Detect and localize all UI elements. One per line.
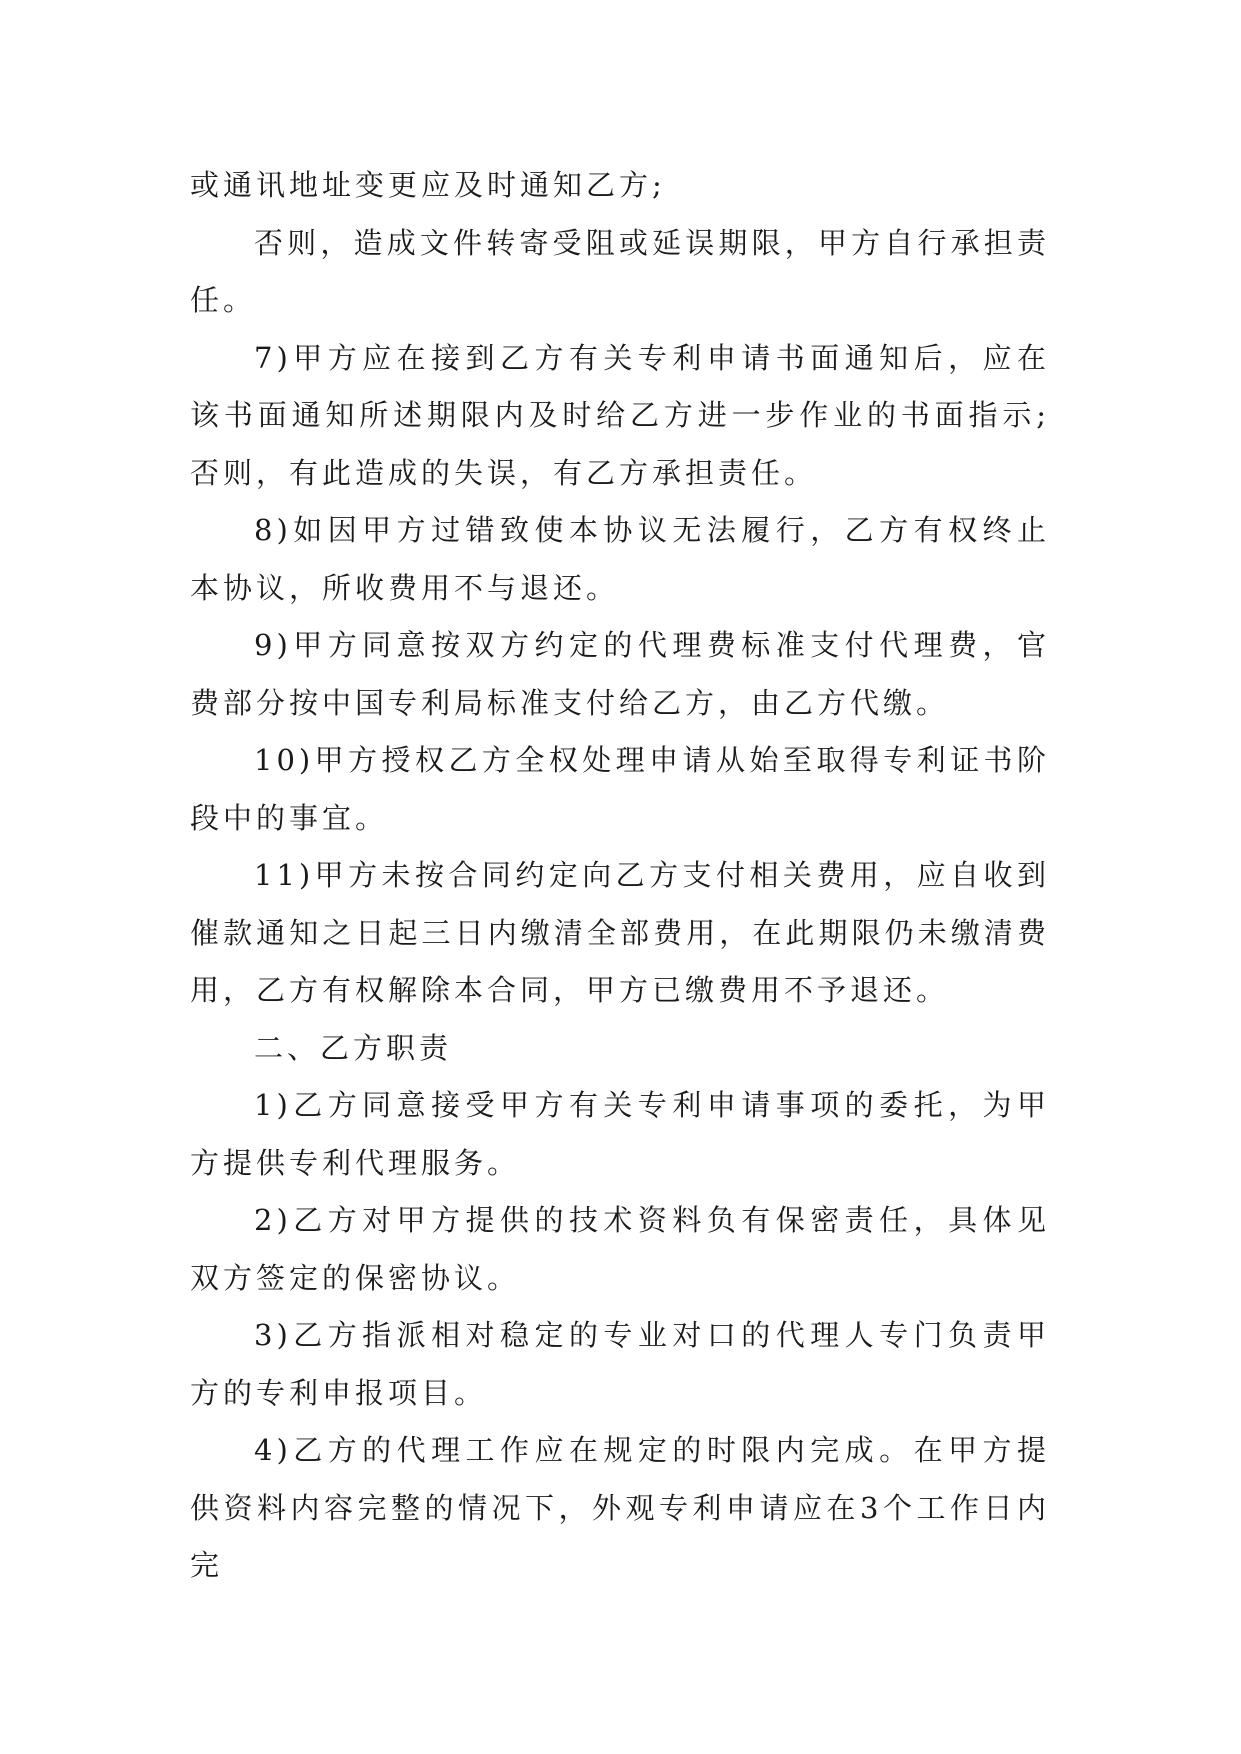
paragraph: 10)甲方授权乙方全权处理申请从始至取得专利证书阶段中的事宜。: [190, 743, 1050, 835]
paragraph: 或通讯地址变更应及时通知乙方;: [190, 168, 666, 202]
paragraph: 7)甲方应在接到乙方有关专利申请书面通知后，应在该书面通知所述期限内及时给乙方进一步作业的书面指示;否则，有此造成的失误，有乙方承担责任。: [190, 340, 1050, 490]
section-heading: 二、乙方职责: [254, 1030, 453, 1065]
document-body: [190, 157, 1050, 1595]
paragraph: 11)甲方未按合同约定向乙方支付相关费用，应自收到催款通知之日起三日内缴清全部费用，在此期限仍未缴清费用，乙方有权解除本合同，甲方已缴费用不予退还。: [190, 858, 1050, 1007]
paragraph: 8)如因甲方过错致使本协议无法履行，乙方有权终止本协议，所收费用不与退还。: [190, 513, 1050, 605]
paragraph: 2)乙方对甲方提供的技术资料负有保密责任，具体见双方签定的保密协议。: [190, 1203, 1050, 1295]
paragraph: 3)乙方指派相对稳定的专业对口的代理人专门负责甲方的专利申报项目。: [190, 1318, 1050, 1410]
paragraph: 否则，造成文件转寄受阻或延误期限，甲方自行承担责任。: [190, 225, 1050, 317]
paragraph: 4)乙方的代理工作应在规定的时限内完成。在甲方提供资料内容完整的情况下，外观专利申请应在3个工作日内完: [190, 1433, 1050, 1582]
paragraph: 1)乙方同意接受甲方有关专利申请事项的委托，为甲方提供专利代理服务。: [190, 1088, 1050, 1180]
paragraph: 9)甲方同意按双方约定的代理费标准支付代理费，官费部分按中国专利局标准支付给乙方，由乙方代缴。: [190, 628, 1050, 720]
